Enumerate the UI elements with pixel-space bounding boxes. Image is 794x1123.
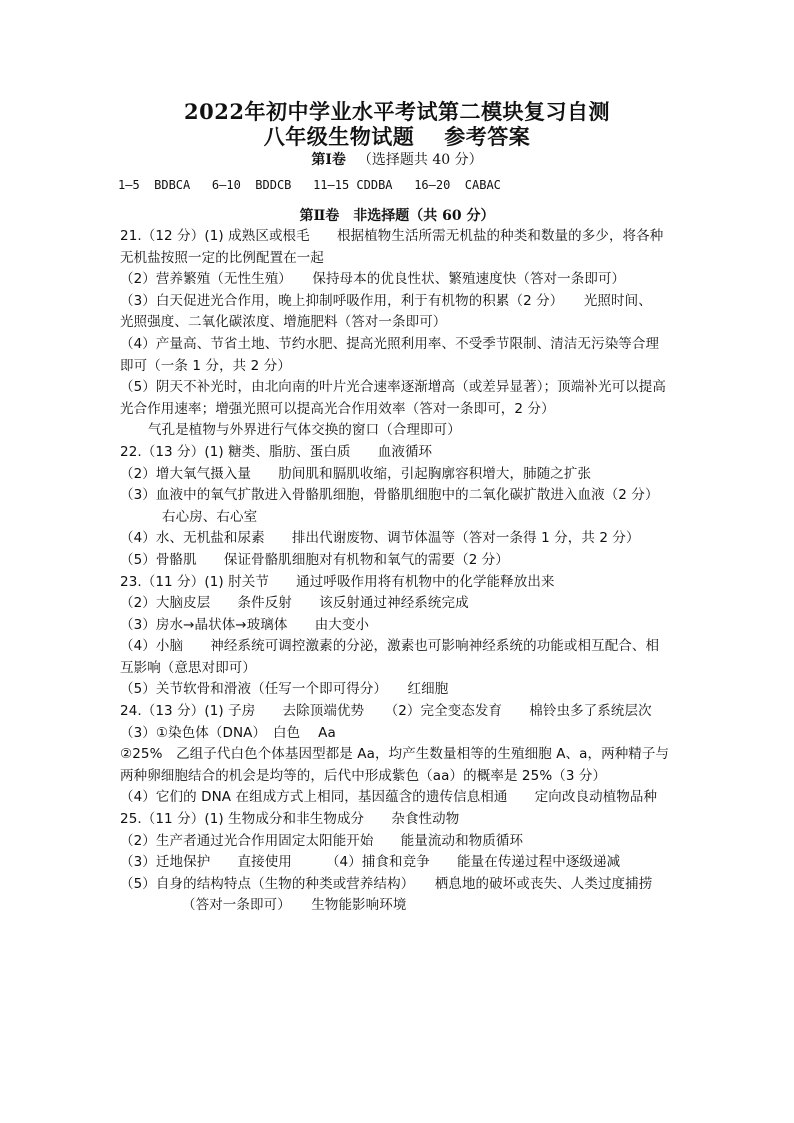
subtitle-answer-key: 参考答案 [444,124,531,149]
q24-line-3: ②25% 乙组子代白色个体基因型都是 Aa，均产生数量相等的生殖细胞 A、a，两种精子与 [120,746,670,763]
q21-line-8: （5）阴天不补光时，由北向南的叶片光合速率逐渐增高（或差异显著）；顶端补光可以提高 [120,379,666,396]
q25-line-3: （3）迁地保护 直接使用 （4）捕食和竞争 能量在传递过程中逐级递减 [120,854,621,871]
q25-line-2: （2）生产者通过光合作用固定太阳能开始 能量流动和物质循环 [120,832,524,849]
q23-line-4: （4）小脑 神经系统可调控激素的分泌，激素也可影响神经系统的功能或相互配合、相 [120,638,660,655]
q21-line-10: 气孔是植物与外界进行气体交换的窗口（合理即可） [148,422,461,439]
q23-line-1: 23.（11 分）(1) 肘关节 通过呼吸作用将有机物中的化学能释放出来 [120,573,555,590]
q21-line-3: （2）营养繁殖（无性生殖） 保持母本的优良性状、繁殖速度快（答对一条即可） [120,271,626,288]
part1-title: 第Ⅰ卷 [311,152,346,168]
q24-line-1: 24.（13 分）(1) 子房 去除顶端优势 （2）完全变态发育 棉铃虫多了系统层次 [120,703,652,720]
q21-line-9: 光合作用速率；增强光照可以提高光合作用效率（答对一条即可，2 分） [120,400,555,417]
q23-line-3: （3）房水→晶状体→玻璃体 由大变小 [120,616,370,633]
q25-line-1: 25.（11 分）(1) 生物成分和非生物成分 杂食性动物 [120,811,460,828]
part2-subtitle: 非选择题（共 60 分） [353,208,495,224]
q21-line-2: 无机盐按照一定的比例配置在一起 [120,249,324,266]
q21-line-1: 21.（12 分）(1) 成熟区或根毛 根据植物生活所需无机盐的种类和数量的多少，将各种 [120,228,664,244]
part1-heading [0,149,794,169]
subtitle-exam-name: 八年级生物试题 [263,124,415,149]
q21-line-6: （4）产量高、节省土地、节约水肥、提高光照利用率、不受季节限制、清洁无污染等合理 [120,335,660,352]
q23-line-2: （2）大脑皮层 条件反射 该反射通过神经系统完成 [120,595,469,612]
q23-line-5: 互影响（意思对即可） [120,659,256,676]
document-subtitle [0,121,794,151]
q25-line-4: （5）自身的结构特点（生物的种类或营养结构） 栖息地的破坏或丧失、人类过度捕捞 [120,875,653,892]
q21-line-5: 光照强度、二氧化碳浓度、增施肥料（答对一条即可） [120,314,447,331]
q24-line-2: （3）①染色体（DNA） 白色 Aa [120,724,336,741]
q21-line-7: 即可（一条 1 分，共 2 分） [120,357,291,374]
q22-line-6: （5）骨骼肌 保证骨骼肌细胞对有机物和氧气的需要（2 分） [120,551,509,568]
multiple-choice-answers: 1—5 BDBCA 6—10 BDDCB 11—15 CDDBA 16—20 CABAC [118,178,501,192]
q22-line-3: （3）血液中的氧气扩散进入骨骼肌细胞，骨骼肌细胞中的二氧化碳扩散进入血液（2 分） [120,487,659,504]
answer-body [120,226,680,917]
q22-line-1: 22.（13 分）(1) 糖类、脂肪、蛋白质 血液循环 [120,443,433,460]
q22-line-5: （4）水、无机盐和尿素 排出代谢废物、调节体温等（答对一条得 1 分，共 2 分） [120,530,640,547]
q21-line-4: （3）白天促进光合作用，晚上抑制呼吸作用，利于有机物的积累（2 分） 光照时间、 [120,292,652,309]
document-title: 2022年初中学业水平考试第二模块复习自测 [184,99,610,124]
q22-line-4: 右心房、右心室 [162,508,258,525]
part2-title: 第Ⅱ卷 [299,208,340,224]
part1-subtitle: （选择题共 40 分） [357,152,483,168]
q22-line-2: （2）增大氧气摄入量 肋间肌和膈肌收缩，引起胸廓容积增大，肺随之扩张 [120,465,592,482]
q23-line-6: （5）关节软骨和滑液（任写一个即可得分） 红细胞 [120,681,449,698]
q24-line-5: （4）它们的 DNA 在组成方式上相同，基因蕴含的遗传信息相通 定向改良动植物品种 [120,789,658,806]
part2-heading [0,205,794,225]
q24-line-4: 两种卵细胞结合的机会是均等的，后代中形成紫色（aa）的概率是 25%（3 分） [120,767,607,784]
q25-line-5: （答对一条即可） 生物能影响环境 [182,897,407,914]
